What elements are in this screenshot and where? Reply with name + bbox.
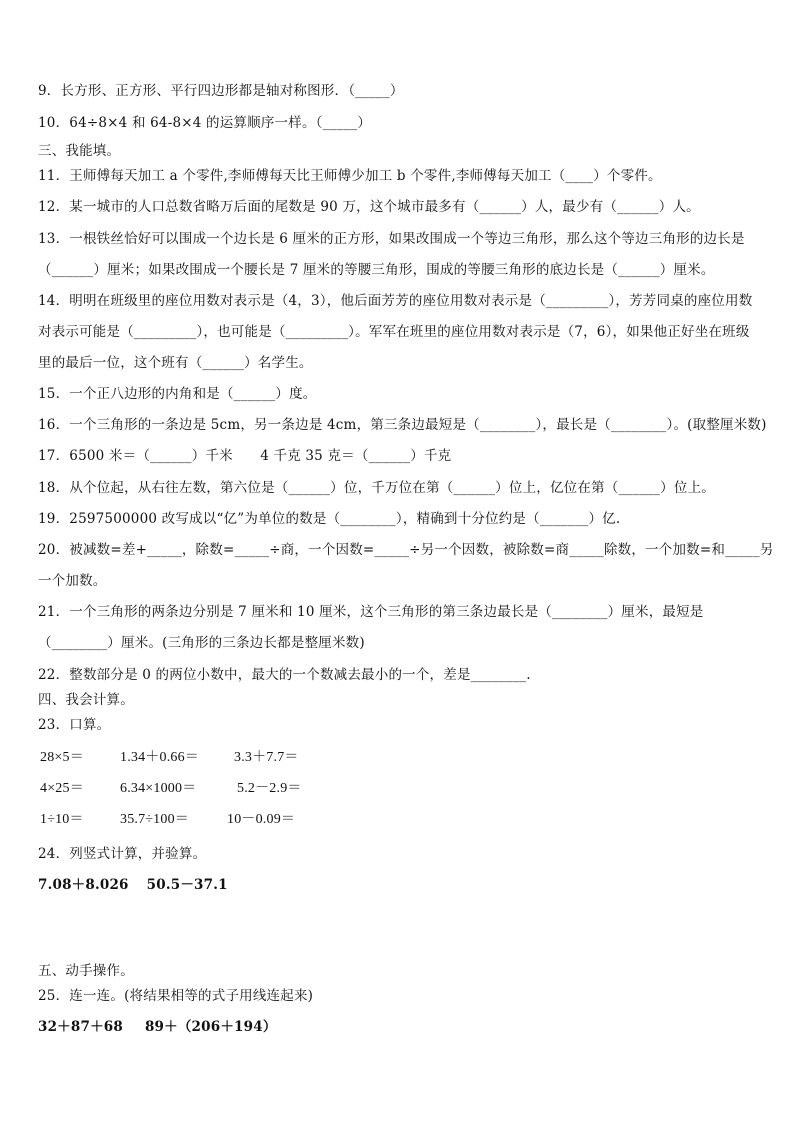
question-25-expressions [38,1018,778,1036]
question-24-expressions [38,876,778,894]
calc-item: 28×5＝ [40,750,84,765]
expression: 7.08＋8.026 [38,877,129,893]
question-16: 16．一个三角形的一条边是 5cm，另一条边是 4cm，第三条边最短是（________），最长是（________）。(取整厘米数) [38,417,767,433]
question-14-line-1: 14．明明在班级里的座位用数对表示是（4，3），他后面芳芳的座位用数对表示是（_________），芳芳同桌的座位用数 [38,293,753,309]
question-12: 12．某一城市的人口总数省略万后面的尾数是 90 万，这个城市最多有（______）人，最少有（______）人。 [38,199,700,215]
question-20-line-1: 20．被减数=差+_____，除数=_____÷商，一个因数=_____÷另一个因数，被除数=商_____除数，一个加数=和_____另 [38,542,774,558]
calc-item: 1.34＋0.66＝ [120,750,199,765]
calc-item: 3.3＋7.7＝ [234,750,299,765]
question-25: 25．连一连。(将结果相等的式子用线连起来) [38,988,314,1004]
question-14-line-3: 里的最后一位，这个班有（______）名学生。 [38,355,313,371]
expression: 89＋（206＋194） [144,1019,277,1035]
question-10: 10．64÷8×4 和 64-8×4 的运算顺序一样。（_____） [38,115,372,131]
question-19: 19．2597500000 改写成以“亿”为单位的数是（________），精确到十分位约是（_______）亿. [38,511,621,527]
expression: 32＋87＋68 [38,1019,123,1035]
calc-item: 4×25＝ [40,781,84,796]
question-17: 17．6500 米＝（______）千米 4 千克 35 克＝（______）千克 [38,448,452,464]
section-4-heading: 四、我会计算。 [38,692,134,708]
expression: 50.5－37.1 [146,877,228,893]
question-21-line-1: 21．一个三角形的两条边分别是 7 厘米和 10 厘米，这个三角形的第三条边最长是（________）厘米，最短是 [38,604,704,620]
calc-item: 5.2－2.9＝ [237,781,302,796]
question-11: 11．王师傅每天加工 a 个零件,李师傅每天比王师傅少加工 b 个零件,李师傅每天加工（____）个零件。 [38,168,662,184]
question-18: 18．从个位起，从右往左数，第六位是（______）位，千万位在第（______）位上，亿位在第（______）位上。 [38,480,715,496]
question-20-line-2: 一个加数。 [38,573,107,589]
question-9: 9．长方形、正方形、平行四边形都是轴对称图形．（_____） [38,83,404,99]
calc-item: 10－0.09＝ [227,812,296,827]
section-3-heading: 三、我能填。 [38,143,121,159]
calc-item: 35.7÷100＝ [120,812,189,827]
calc-item: 6.34×1000＝ [120,781,197,796]
question-24: 24．列竖式计算，并验算。 [38,846,207,862]
question-13-line-1: 13．一根铁丝恰好可以围成一个边长是 6 厘米的正方形，如果改围成一个等边三角形，那么这个等边三角形的边长是 [38,231,745,247]
question-15: 15．一个正八边形的内角和是（______）度。 [38,386,317,402]
question-14-line-2: 对表示可能是（_________），也可能是（_________）。军军在班里的座位用数对表示是（7，6），如果他正好坐在班级 [38,324,750,340]
question-13-line-2: （______）厘米；如果改围成一个腰长是 7 厘米的等腰三角形，围成的等腰三角形的底边长是（______）厘米。 [38,262,715,278]
calc-item: 1÷10＝ [40,812,84,827]
question-22: 22．整数部分是 0 的两位小数中，最大的一个数减去最小的一个，差是________. [38,667,531,683]
section-5-heading: 五、动手操作。 [38,963,134,979]
question-21-line-2: （________）厘米。(三角形的三条边长都是整厘米数) [38,635,365,651]
question-23: 23．口算。 [38,717,111,733]
